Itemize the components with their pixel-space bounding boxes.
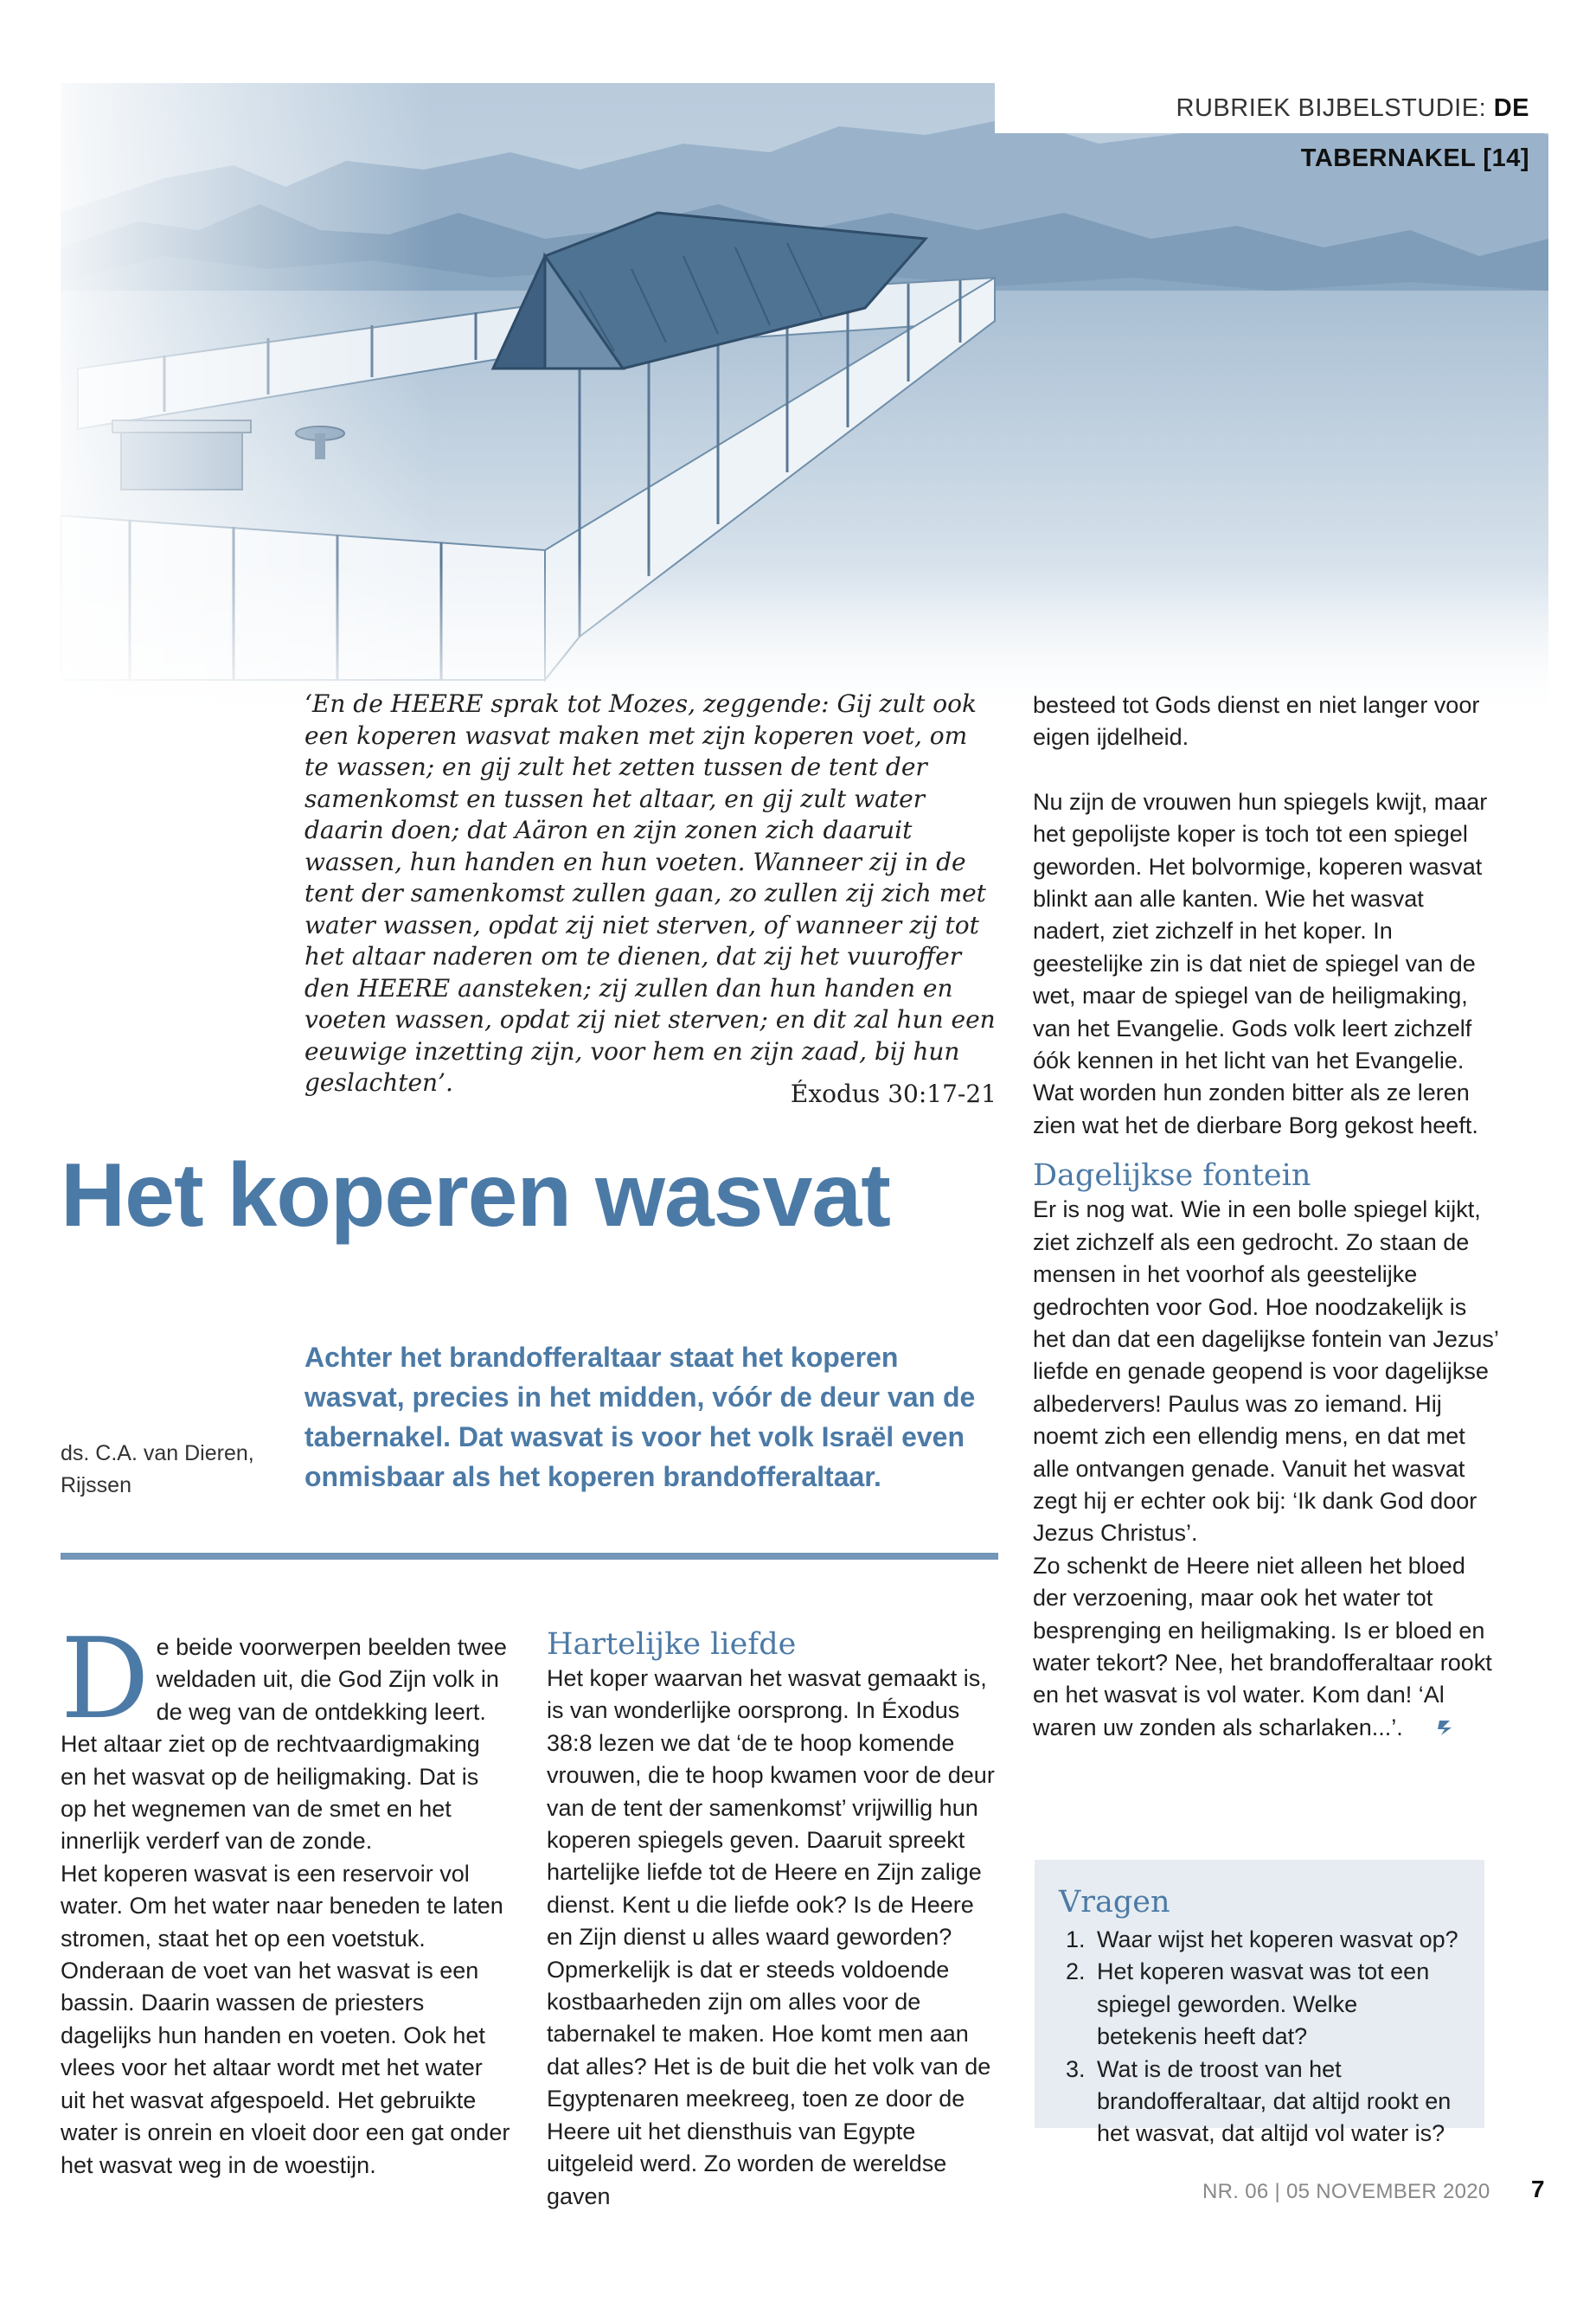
question-item: 1. Waar wijst het koperen wasvat op? xyxy=(1092,1924,1464,1956)
section-divider xyxy=(61,1553,998,1560)
section-heading: Hartelijke liefde xyxy=(547,1627,797,1662)
body-paragraph: besteed tot Gods dienst en niet langer voor eigen ijdelheid. xyxy=(1033,692,1480,751)
questions-heading: Vragen xyxy=(1059,1885,1170,1920)
drop-cap: D xyxy=(61,1615,150,1744)
article-column-1 xyxy=(61,1615,510,2182)
body-paragraph: Er is nog wat. Wie in een bolle spiegel kijkt, ziet zichzelf als een gedrocht. Zo staan de mensen in het voorhof als geestelijke gedrochten voor God. Hoe noodzakelijk is het dan dat een dagelijkse fontein van Jezus’ liefde en genade geopend is voor dagelijkse albedervers! Paulus was zo iemand. Hij noemt zich een ellendig mens, en dat met alle ontvangen genade. Vanuit het wasvat zegt hij er echter ook bij: ‘Ik dank God door Jezus Christus’. xyxy=(1033,1196,1498,1547)
scripture-reference: Éxodus 30:17-21 xyxy=(790,1080,997,1108)
rubric-header xyxy=(995,83,1548,172)
rubric-title: DE TABERNAKEL [14] xyxy=(1300,94,1529,172)
issue-info: NR. 06 | 05 NOVEMBER 2020 xyxy=(1202,2180,1490,2203)
author-byline xyxy=(61,1438,285,1502)
article-column-2 xyxy=(547,1626,997,2213)
body-paragraph: e beide voorwerpen beelden twee weldaden uit, die God Zijn volk in de weg van de ontdekking leert. Het altaar ziet op de rechtvaardigmaking en het wasvat op de heiligmaking. Dat is op het wegnemen van de smet en het innerlijk verderf van de zonde. xyxy=(61,1634,507,1855)
scripture-quote: ‘En de HEERE sprak tot Mozes, zeggende: Gij zult ook een koperen wasvat maken met zijn koperen voet, om te wassen; en gij zult het zetten tussen de tent der samenkomst en tussen het altaar, en gij zult water daarin doen; dat Aäron en zijn zonen zich daaruit wassen, hun handen en hun voeten. Wanneer zij in de tent der samenkomst zullen gaan, zo zullen zij zich met water wassen, opdat zij niet sterven, of wanneer zij tot het altaar naderen om te dienen, dat zij het vuuroffer den HEERE aansteken; zij zullen dan hun handen en voeten wassen, opdat zij niet sterven; en dit zal hun een eeuwige inzetting zijn, voor hem en zijn zaad, bij hun geslachten’. xyxy=(304,689,996,1097)
author-name: ds. C.A. van Dieren, xyxy=(61,1441,254,1465)
author-location: Rijssen xyxy=(61,1473,131,1497)
section-heading: Dagelijkse fontein xyxy=(1033,1158,1311,1194)
end-mark-icon xyxy=(1436,1718,1455,1737)
rubric-prefix: RUBRIEK BIJBELSTUDIE: xyxy=(1176,94,1487,122)
body-paragraph: Het koper waarvan het wasvat gemaakt is, is van wonderlijke oorsprong. In Éxodus 38:8 lezen we dat ‘de te hoop komende vrouwen, die te hoop kwamen voor de deur van de tent der samenkomst’ vrijwillig hun koperen spiegels geven. Daaruit spreekt hartelijke liefde tot de Heere en Zijn zalige dienst. Kent u die liefde ook? Is de Heere en Zijn dienst u alles waard geworden? Opmerkelijk is dat er steeds voldoende kostbaarheden zijn om alles voor de tabernakel te maken. Hoe komt men aan dat alles? Het is de buit die het volk van de Egyptenaren meekreeg, toen ze door de Heere uit het diensthuis van Egypte uitgeleid werd. Zo worden de wereldse gaven xyxy=(547,1665,995,2209)
article-lead: Achter het brandofferaltaar staat het koperen wasvat, precies in het midden, vóór de deur van de tabernakel. Dat wasvat is voor het volk Israël even onmisbaar als het koperen brandofferaltaar. xyxy=(304,1342,976,1492)
article-column-3 xyxy=(1033,689,1500,1744)
page-number: 7 xyxy=(1531,2176,1545,2202)
body-paragraph-text: Zo schenkt de Heere niet alleen het bloed der verzoening, maar ook het water tot besprenging en heiligmaking. Is er bloed en water tekort? Nee, het brandofferaltaar rookt en het wasvat is vol water. Kom dan! ‘Al waren uw zonden als scharlaken...’. xyxy=(1033,1552,1492,1740)
body-paragraph xyxy=(1033,1550,1500,1744)
question-item: 2. Het koperen wasvat was tot een spiegel geworden. Welke betekenis heeft dat? xyxy=(1092,1956,1464,2053)
questions-list xyxy=(1059,1924,1464,2150)
body-paragraph: Nu zijn de vrouwen hun spiegels kwijt, maar het gepolijste koper is toch tot een spiegel geworden. Het bolvormige, koperen wasvat blinkt aan alle kanten. Wie het wasvat nadert, ziet zichzelf in het koper. In geestelijke zin is dat niet de spiegel van de wet, maar de spiegel van de heiligmaking, van het Evangelie. Gods volk leert zichzelf óók kennen in het licht van het Evangelie. Wat worden hun zonden bitter als ze leren zien wat het de dierbare Borg gekost heeft. xyxy=(1033,788,1488,1138)
question-item: 3. Wat is de troost van het brandofferaltaar, dat altijd rookt en het wasvat, dat altijd vol water is? xyxy=(1092,2054,1464,2150)
questions-box xyxy=(1035,1860,1484,2147)
article-title: Het koperen wasvat xyxy=(61,1145,890,1246)
body-paragraph: Het koperen wasvat is een reservoir vol water. Om het water naar beneden te laten stromen, staat het op een voetstuk. Onderaan de voet van het wasvat is een bassin. Daarin wassen de priesters dagelijks hun handen en voeten. Ook het vlees voor het altaar wordt met het water uit het wasvat afgespoeld. Het gebruikte water is onrein en vloeit door een gat onder het wasvat weg in de woestijn. xyxy=(61,1860,510,2178)
